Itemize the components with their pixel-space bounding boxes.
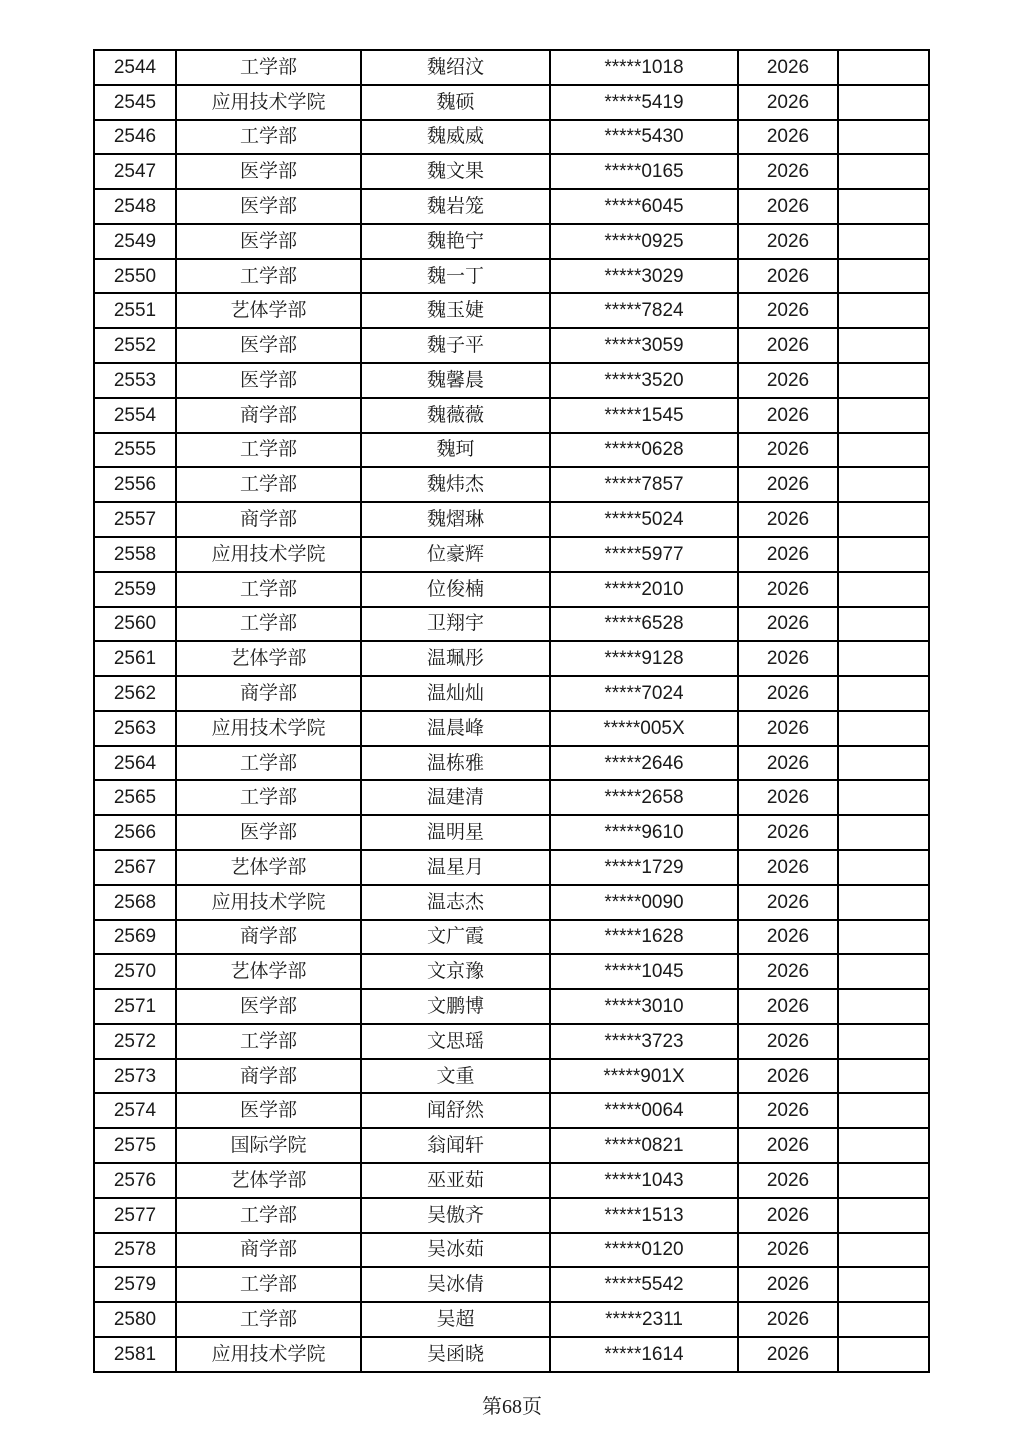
cell-index: 2554 [94,398,176,433]
cell-id_masked: *****2646 [550,746,738,781]
cell-department: 医学部 [176,363,361,398]
cell-note [838,1337,929,1372]
cell-note [838,1198,929,1233]
cell-department: 医学部 [176,815,361,850]
cell-department: 艺体学部 [176,293,361,328]
cell-id_masked: *****7857 [550,467,738,502]
table-row [94,120,929,155]
cell-name: 温栋雅 [361,746,550,781]
cell-year: 2026 [738,1337,838,1372]
cell-year: 2026 [738,1267,838,1302]
cell-id_masked: *****0821 [550,1128,738,1163]
cell-department: 医学部 [176,989,361,1024]
cell-note [838,363,929,398]
cell-name: 文广霞 [361,920,550,955]
cell-department: 工学部 [176,433,361,468]
cell-note [838,920,929,955]
table-row [94,780,929,815]
table-row [94,1233,929,1268]
cell-name: 吴函晓 [361,1337,550,1372]
cell-name: 魏熠琳 [361,502,550,537]
cell-index: 2546 [94,120,176,155]
cell-name: 吴超 [361,1302,550,1337]
cell-year: 2026 [738,1128,838,1163]
cell-index: 2577 [94,1198,176,1233]
cell-note [838,1163,929,1198]
cell-department: 工学部 [176,1302,361,1337]
cell-year: 2026 [738,607,838,642]
cell-name: 魏硕 [361,85,550,120]
cell-id_masked: *****9128 [550,641,738,676]
cell-index: 2544 [94,50,176,85]
cell-name: 温建清 [361,780,550,815]
cell-year: 2026 [738,154,838,189]
cell-department: 应用技术学院 [176,537,361,572]
cell-index: 2549 [94,224,176,259]
table-row [94,50,929,85]
cell-note [838,189,929,224]
cell-name: 魏馨晨 [361,363,550,398]
cell-department: 商学部 [176,920,361,955]
table-row [94,920,929,955]
cell-year: 2026 [738,363,838,398]
cell-id_masked: *****2311 [550,1302,738,1337]
cell-note [838,224,929,259]
cell-department: 工学部 [176,1198,361,1233]
cell-note [838,1128,929,1163]
cell-id_masked: *****1729 [550,850,738,885]
cell-year: 2026 [738,780,838,815]
cell-note [838,328,929,363]
cell-name: 吴傲齐 [361,1198,550,1233]
cell-department: 商学部 [176,1059,361,1094]
cell-index: 2570 [94,954,176,989]
cell-note [838,120,929,155]
table-row [94,293,929,328]
cell-id_masked: *****901X [550,1059,738,1094]
cell-index: 2571 [94,989,176,1024]
cell-index: 2551 [94,293,176,328]
cell-department: 工学部 [176,467,361,502]
cell-index: 2568 [94,885,176,920]
cell-index: 2576 [94,1163,176,1198]
table-row [94,746,929,781]
cell-name: 温珮彤 [361,641,550,676]
cell-index: 2566 [94,815,176,850]
cell-id_masked: *****005X [550,711,738,746]
cell-index: 2572 [94,1024,176,1059]
cell-year: 2026 [738,815,838,850]
cell-id_masked: *****2658 [550,780,738,815]
cell-year: 2026 [738,676,838,711]
cell-department: 工学部 [176,1024,361,1059]
table-row [94,259,929,294]
cell-year: 2026 [738,50,838,85]
table-row [94,1059,929,1094]
table-row [94,1163,929,1198]
cell-name: 温明星 [361,815,550,850]
cell-note [838,398,929,433]
cell-department: 医学部 [176,189,361,224]
cell-year: 2026 [738,1198,838,1233]
table-row [94,363,929,398]
cell-index: 2569 [94,920,176,955]
cell-note [838,1059,929,1094]
cell-department: 医学部 [176,1093,361,1128]
page-number: 第68页 [482,1396,542,1418]
table-row [94,989,929,1024]
cell-id_masked: *****3520 [550,363,738,398]
cell-note [838,641,929,676]
cell-year: 2026 [738,293,838,328]
cell-year: 2026 [738,746,838,781]
cell-year: 2026 [738,467,838,502]
cell-name: 位豪辉 [361,537,550,572]
cell-index: 2562 [94,676,176,711]
cell-department: 医学部 [176,154,361,189]
cell-index: 2564 [94,746,176,781]
cell-id_masked: *****0120 [550,1233,738,1268]
cell-department: 商学部 [176,1233,361,1268]
cell-department: 商学部 [176,398,361,433]
table-row [94,607,929,642]
cell-department: 国际学院 [176,1128,361,1163]
cell-index: 2556 [94,467,176,502]
cell-index: 2579 [94,1267,176,1302]
cell-name: 魏文果 [361,154,550,189]
cell-year: 2026 [738,711,838,746]
cell-note [838,746,929,781]
cell-note [838,293,929,328]
cell-department: 工学部 [176,1267,361,1302]
table-row [94,1337,929,1372]
cell-department: 艺体学部 [176,641,361,676]
cell-id_masked: *****9610 [550,815,738,850]
table-row [94,398,929,433]
cell-year: 2026 [738,189,838,224]
table-row [94,1198,929,1233]
cell-index: 2545 [94,85,176,120]
cell-note [838,1093,929,1128]
table-row [94,676,929,711]
cell-note [838,711,929,746]
cell-id_masked: *****1628 [550,920,738,955]
cell-index: 2574 [94,1093,176,1128]
cell-year: 2026 [738,502,838,537]
cell-year: 2026 [738,1024,838,1059]
cell-note [838,572,929,607]
cell-note [838,607,929,642]
cell-note [838,1233,929,1268]
cell-name: 卫翔宇 [361,607,550,642]
cell-id_masked: *****6528 [550,607,738,642]
cell-name: 魏威威 [361,120,550,155]
cell-id_masked: *****1045 [550,954,738,989]
table-row [94,537,929,572]
table-row [94,433,929,468]
cell-index: 2548 [94,189,176,224]
cell-id_masked: *****6045 [550,189,738,224]
cell-name: 文重 [361,1059,550,1094]
cell-department: 工学部 [176,746,361,781]
cell-index: 2559 [94,572,176,607]
cell-id_masked: *****3029 [550,259,738,294]
table-row [94,885,929,920]
cell-department: 商学部 [176,502,361,537]
cell-index: 2563 [94,711,176,746]
cell-id_masked: *****2010 [550,572,738,607]
cell-name: 闻舒然 [361,1093,550,1128]
cell-year: 2026 [738,989,838,1024]
cell-index: 2555 [94,433,176,468]
cell-name: 魏珂 [361,433,550,468]
cell-note [838,433,929,468]
cell-note [838,850,929,885]
table-row [94,572,929,607]
table-row [94,154,929,189]
table-row [94,1267,929,1302]
cell-note [838,85,929,120]
table-row [94,1093,929,1128]
cell-id_masked: *****5430 [550,120,738,155]
cell-id_masked: *****0165 [550,154,738,189]
cell-index: 2573 [94,1059,176,1094]
cell-note [838,1302,929,1337]
cell-name: 文鹏博 [361,989,550,1024]
cell-name: 魏薇薇 [361,398,550,433]
cell-year: 2026 [738,537,838,572]
cell-index: 2565 [94,780,176,815]
cell-index: 2552 [94,328,176,363]
cell-id_masked: *****0090 [550,885,738,920]
cell-name: 巫亚茹 [361,1163,550,1198]
cell-year: 2026 [738,398,838,433]
cell-year: 2026 [738,85,838,120]
cell-department: 应用技术学院 [176,711,361,746]
cell-note [838,467,929,502]
cell-index: 2561 [94,641,176,676]
cell-note [838,885,929,920]
table-row [94,850,929,885]
cell-department: 应用技术学院 [176,1337,361,1372]
cell-index: 2580 [94,1302,176,1337]
cell-department: 工学部 [176,572,361,607]
cell-note [838,815,929,850]
cell-note [838,676,929,711]
cell-year: 2026 [738,1163,838,1198]
table-row [94,1024,929,1059]
cell-department: 工学部 [176,50,361,85]
cell-name: 温星月 [361,850,550,885]
cell-id_masked: *****0064 [550,1093,738,1128]
cell-id_masked: *****0628 [550,433,738,468]
cell-note [838,1024,929,1059]
cell-id_masked: *****3059 [550,328,738,363]
cell-year: 2026 [738,328,838,363]
cell-id_masked: *****1513 [550,1198,738,1233]
cell-index: 2575 [94,1128,176,1163]
cell-department: 应用技术学院 [176,885,361,920]
table-row [94,815,929,850]
cell-year: 2026 [738,572,838,607]
table-row [94,328,929,363]
cell-note [838,259,929,294]
table-row [94,224,929,259]
cell-note [838,954,929,989]
cell-year: 2026 [738,850,838,885]
cell-id_masked: *****1043 [550,1163,738,1198]
table-row [94,502,929,537]
cell-year: 2026 [738,259,838,294]
cell-year: 2026 [738,920,838,955]
cell-note [838,537,929,572]
table-body [94,50,929,1372]
cell-index: 2550 [94,259,176,294]
cell-note [838,154,929,189]
cell-name: 温志杰 [361,885,550,920]
cell-year: 2026 [738,1093,838,1128]
cell-id_masked: *****0925 [550,224,738,259]
cell-name: 温晨峰 [361,711,550,746]
cell-id_masked: *****1018 [550,50,738,85]
cell-note [838,502,929,537]
table-row [94,954,929,989]
cell-index: 2581 [94,1337,176,1372]
table-row [94,711,929,746]
cell-id_masked: *****5977 [550,537,738,572]
cell-department: 医学部 [176,328,361,363]
cell-name: 文京豫 [361,954,550,989]
cell-id_masked: *****5024 [550,502,738,537]
cell-name: 魏绍汶 [361,50,550,85]
cell-name: 温灿灿 [361,676,550,711]
cell-index: 2547 [94,154,176,189]
cell-name: 魏炜杰 [361,467,550,502]
cell-name: 吴冰倩 [361,1267,550,1302]
cell-name: 魏岩笼 [361,189,550,224]
cell-year: 2026 [738,224,838,259]
cell-note [838,989,929,1024]
cell-index: 2578 [94,1233,176,1268]
cell-index: 2558 [94,537,176,572]
cell-name: 吴冰茹 [361,1233,550,1268]
cell-index: 2567 [94,850,176,885]
cell-department: 商学部 [176,676,361,711]
cell-id_masked: *****1545 [550,398,738,433]
cell-note [838,50,929,85]
roster-table [93,49,930,1373]
cell-department: 艺体学部 [176,954,361,989]
cell-note [838,780,929,815]
cell-year: 2026 [738,885,838,920]
cell-department: 艺体学部 [176,1163,361,1198]
cell-year: 2026 [738,1059,838,1094]
cell-id_masked: *****3010 [550,989,738,1024]
cell-department: 工学部 [176,780,361,815]
cell-department: 应用技术学院 [176,85,361,120]
cell-year: 2026 [738,433,838,468]
cell-year: 2026 [738,120,838,155]
cell-id_masked: *****7824 [550,293,738,328]
cell-id_masked: *****5542 [550,1267,738,1302]
cell-department: 工学部 [176,607,361,642]
cell-index: 2560 [94,607,176,642]
cell-index: 2553 [94,363,176,398]
table-row [94,641,929,676]
cell-id_masked: *****5419 [550,85,738,120]
cell-name: 位俊楠 [361,572,550,607]
cell-department: 艺体学部 [176,850,361,885]
cell-year: 2026 [738,1233,838,1268]
cell-id_masked: *****1614 [550,1337,738,1372]
cell-name: 魏玉婕 [361,293,550,328]
table-row [94,467,929,502]
cell-index: 2557 [94,502,176,537]
cell-department: 工学部 [176,259,361,294]
cell-name: 魏子平 [361,328,550,363]
table-row [94,1128,929,1163]
cell-year: 2026 [738,1302,838,1337]
cell-name: 魏艳宁 [361,224,550,259]
cell-name: 翁闻轩 [361,1128,550,1163]
cell-name: 魏一丁 [361,259,550,294]
cell-department: 工学部 [176,120,361,155]
table-row [94,85,929,120]
cell-department: 医学部 [176,224,361,259]
cell-year: 2026 [738,954,838,989]
cell-id_masked: *****7024 [550,676,738,711]
cell-id_masked: *****3723 [550,1024,738,1059]
cell-name: 文思瑶 [361,1024,550,1059]
table-row [94,1302,929,1337]
table-row [94,189,929,224]
cell-note [838,1267,929,1302]
cell-year: 2026 [738,641,838,676]
